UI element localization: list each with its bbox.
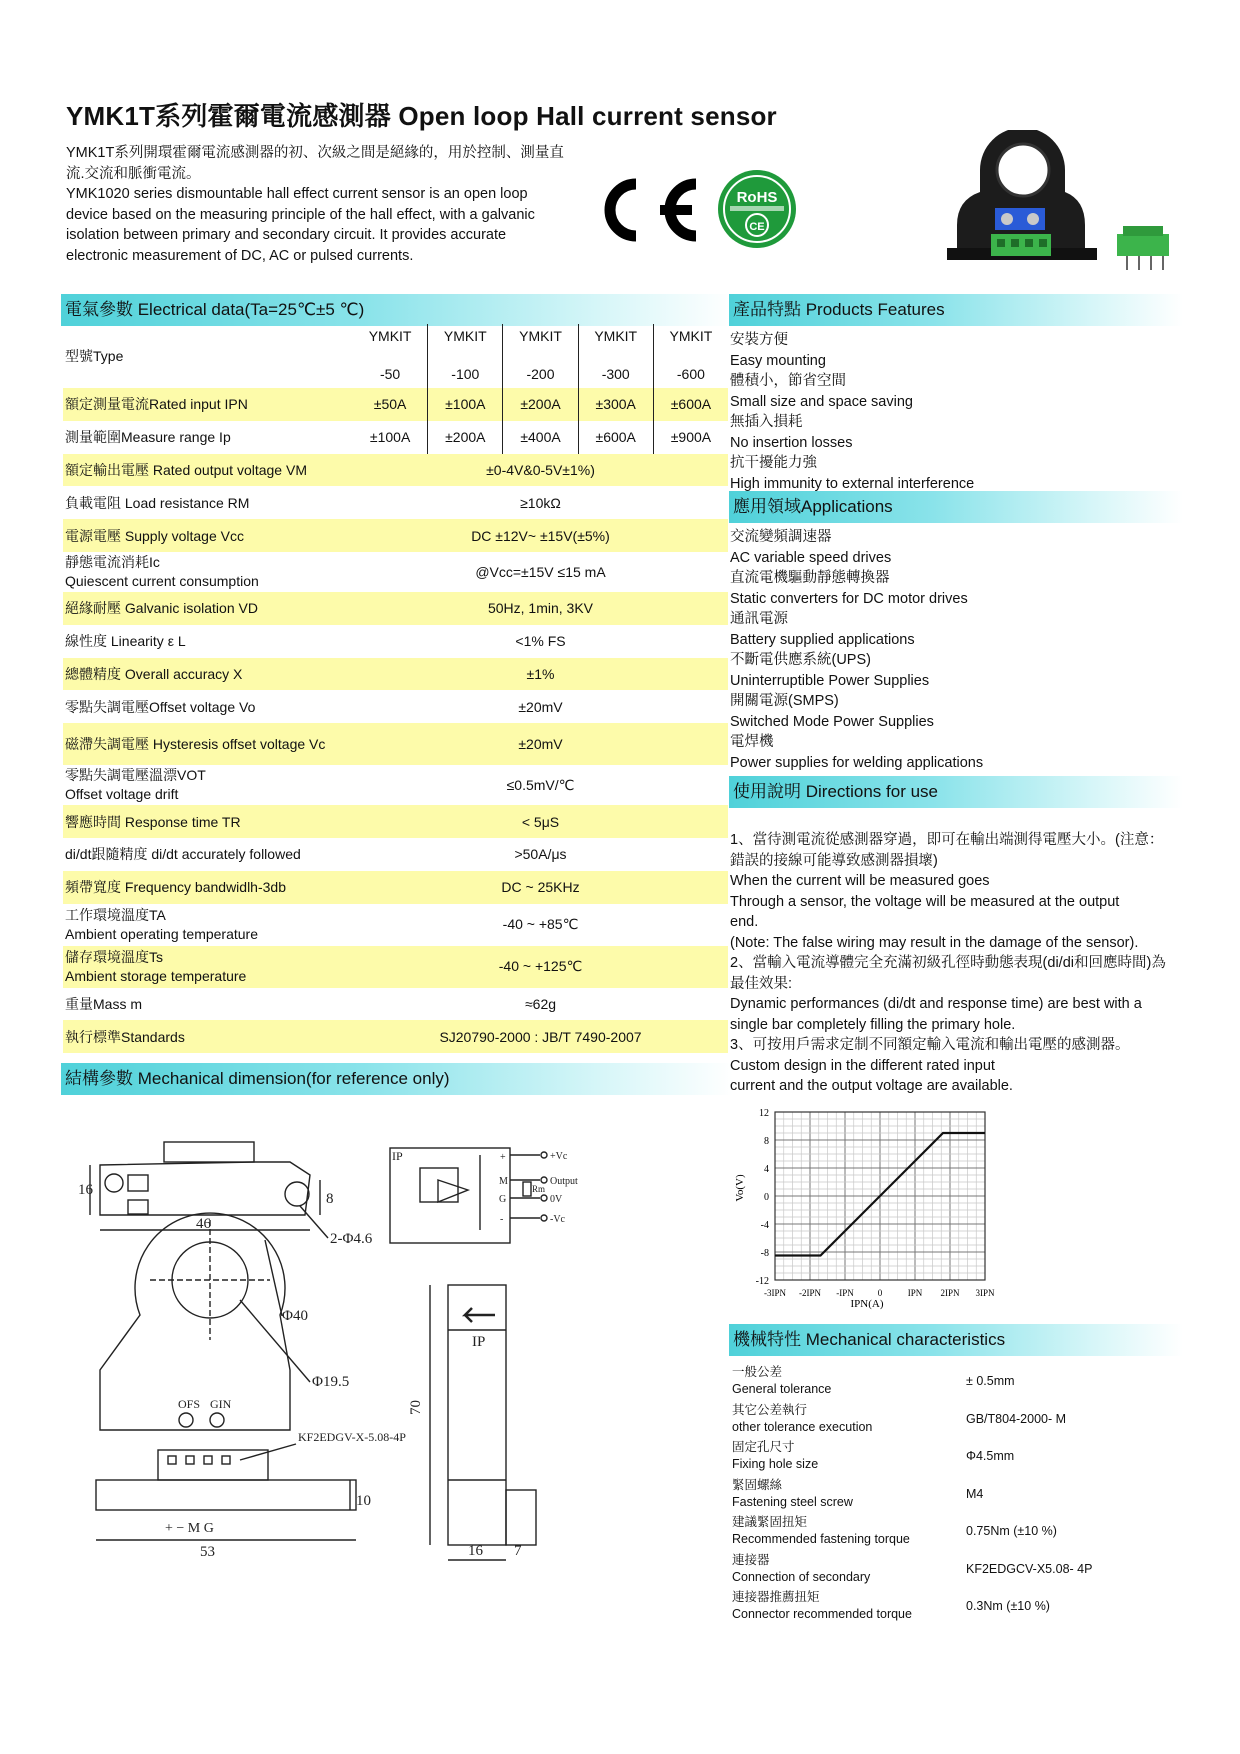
features-list [730,330,974,494]
direction-line: end. [730,914,759,930]
chart-y-tick-label: -12 [755,1276,769,1287]
application-line: Power supplies for welding applications [730,754,984,771]
row-label: di/dt跟隨精度 di/dt accurately followed [65,846,301,863]
intro-en-line: electronic measurement of DC, AC or pulsed currents. [66,247,414,264]
row-label-zh: 靜態電流消耗Ic [65,553,160,570]
chart-x-tick-label: -3IPN [764,1288,786,1298]
row-label-en: Ambient operating temperature [65,925,258,942]
table-row-hysteresis [63,723,728,765]
mech-label-zh: 固定孔尺寸 [732,1440,795,1454]
row-label: 總體精度 Overall accuracy X [65,665,243,682]
dim-10: 10 [356,1493,371,1509]
row-value: ±20mV [518,736,563,753]
model-bottom: -200 [526,366,555,382]
row-value: 50Hz, 1min, 3KV [487,600,594,617]
row-label-zh: 儲存環境溫度Ts [65,948,163,965]
row-value: ≈62g [524,995,557,1012]
row-label [65,904,258,946]
row-label: 絕緣耐壓 Galvanic isolation VD [65,600,258,617]
mechanical-drawing [60,1120,620,1600]
table-row-didt [63,838,728,871]
row-value: ±0-4V&0-5V±1%) [486,461,595,478]
connector-label: KF2EDGV-X-5.08-4P [298,1430,406,1444]
row-label-en: Quiescent current consumption [65,572,259,589]
table-row-vm [63,454,728,487]
model-cell [578,324,653,388]
dim-16: 16 [78,1182,93,1198]
row-label: 負載電阻 Load resistance RM [65,494,250,511]
row-label [65,946,246,988]
row-value: DC ±12V~ ±15V(±5%) [471,527,610,544]
row-label: 零點失調電壓Offset voltage Vo [65,698,256,715]
mech-value: 0.3Nm (±10 %) [966,1599,1050,1613]
feature-line: 抗干擾能力強 [730,455,817,471]
application-line: 交流變頻調速器 [730,529,832,545]
schematic-0v: 0V [550,1194,563,1205]
chart-x-axis-label: IPN(A) [850,1298,884,1310]
row-value: >50A/μs [514,846,567,863]
table-row-ta [63,904,728,946]
application-line: Static converters for DC motor drives [730,590,968,607]
chart-y-tick-label: -8 [760,1248,769,1259]
cell: ±600A [578,421,653,454]
row-label: 線性度 Linearity ε L [65,633,186,650]
chart-y-axis-label: Vo(V) [734,1174,746,1202]
model-bottom: -600 [676,366,705,382]
direction-line: 2、當輸入電流導體完全充滿初級孔徑時動態表現(di/di和回應時間)為 [730,955,1166,971]
mech-label-en: Connection of secondary [732,1569,871,1584]
row-label: 額定測量電流Rated input IPN [65,396,248,413]
cell: ±300A [578,388,653,421]
mech-label-en: other tolerance execution [732,1419,873,1434]
chart-y-tick-label: 12 [759,1108,769,1119]
row-label: 測量範圍Measure range Ip [65,429,231,446]
schematic-nvc: -Vc [550,1214,565,1225]
schematic-minus: - [500,1214,504,1225]
mech-label-zh: 連接器 [732,1552,770,1567]
electrical-data-header: 電氣參數 Electrical data(Ta=25℃±5 ℃) [61,294,733,326]
mech-value: 0.75Nm (±10 %) [966,1524,1057,1538]
row-value: DC ~ 25KHz [501,879,580,896]
chart-x-tick-label: -IPN [836,1288,854,1298]
table-row-ts [63,946,728,988]
intro-en-line: device based on the measuring principle of the hall effect, with a galvanic [66,206,535,223]
table-row-vot [63,765,728,805]
table-row-rm [63,486,728,519]
mechanical-characteristics-list [730,1362,1170,1625]
row-label: 額定輸出電壓 Rated output voltage VM [65,461,307,478]
chart-x-tick-label: -2IPN [799,1288,821,1298]
mech-label-zh: 緊固螺絲 [732,1477,783,1492]
cell: ±200A [427,421,502,454]
model-top: YMKIT [368,328,412,344]
mech-label-zh: 建議緊固扭矩 [732,1515,808,1529]
intro-en-line: isolation between primary and secondary circuit. It provides accurate [66,227,507,243]
dim-7: 7 [514,1543,522,1559]
chart-x-tick-label: 3IPN [975,1288,995,1298]
row-value: ±20mV [518,698,563,715]
row-label-en: Ambient storage temperature [65,967,247,984]
direction-line: current and the output voltage are available. [730,1078,1013,1094]
schematic-ip: IP [392,1149,403,1163]
row-label: 頻帶寬度 Frequency bandwidlh-3db [65,879,286,896]
application-line: 電焊機 [730,734,774,750]
row-label: 電源電壓 Supply voltage Vcc [65,527,244,544]
table-row-offset [63,690,728,723]
cell: ±100A [369,429,411,446]
mech-value: GB/T804-2000- M [966,1411,1067,1426]
mech-row [730,1437,1170,1475]
direction-line: Custom design in the different rated input [730,1057,995,1074]
row-label-zh: 工作環境溫度TA [65,906,166,923]
table-row-bandwidth [63,871,728,904]
electrical-data-table [63,324,728,1053]
applications-list [730,527,983,773]
intro-text [66,143,586,266]
intro-zh-line: YMK1T系列開環霍爾電流感測器的初、次級之間是絕緣的，用於控制、測量直 [66,145,564,161]
application-line: 直流電機驅動靜態轉換器 [730,570,890,586]
cell: ±900A [653,421,728,454]
label-ofs: OFS [178,1397,201,1411]
row-label: 響應時間 Response time TR [65,813,241,830]
chart-x-tick-label: IPN [907,1288,923,1298]
schematic-plus: + [500,1152,506,1163]
mech-label-en: Fastening steel screw [732,1494,853,1509]
dim-d19: Φ19.5 [312,1374,350,1390]
product-photo [945,130,1185,280]
model-cell [427,324,502,388]
direction-line: 最佳效果: [730,975,793,992]
ce-mark-logo [588,170,708,250]
model-top: YMKIT [443,328,487,344]
mech-label-en: Recommended fastening torque [732,1532,910,1546]
chart-x-tick-label: 2IPN [940,1288,960,1298]
application-line: 不斷電供應系統(UPS) [730,652,871,668]
chart-y-tick-label: 0 [764,1192,769,1203]
model-top: YMKIT [669,328,713,344]
mech-row [730,1550,1170,1588]
mech-label-en: Fixing hole size [732,1457,819,1471]
application-line: 通訊電源 [730,611,788,627]
mech-value: M4 [966,1486,984,1501]
table-row-ic [63,552,728,592]
feature-line: 安裝方便 [730,332,788,348]
feature-line: 無插入損耗 [730,414,803,430]
schematic-rm: Rm [532,1184,546,1194]
mechanical-characteristics-header: 機械特性 Mechanical characteristics [729,1324,1183,1356]
mechanical-dimension-header: 結構參數 Mechanical dimension(for reference only) [61,1063,733,1095]
chart-x-tick-label: 0 [877,1288,883,1298]
dim-53: 53 [200,1544,215,1560]
application-line: AC variable speed drives [730,549,892,566]
row-label [65,552,259,592]
table-row-vd [63,592,728,625]
row-label [65,765,206,805]
schematic-output: Output [550,1176,578,1187]
cell: ±100A [427,388,502,421]
mech-label-zh: 一般公差 [732,1365,783,1379]
mech-row [730,1587,1170,1625]
features-header: 產品特點 Products Features [729,294,1183,326]
row-label: 磁滯失調電壓 Hysteresis offset voltage Vc [65,736,326,753]
feature-line: 體積小，節省空間 [730,373,846,389]
model-bottom: -50 [379,366,401,382]
chart-y-tick-label: 4 [764,1164,769,1175]
mech-value: KF2EDGCV-X5.08- 4P [966,1561,1093,1576]
schematic-vc: +Vc [550,1151,568,1162]
side-ip-label: IP [472,1334,486,1350]
output-characteristic-chart [725,1100,1015,1310]
direction-line: Dynamic performances (di/dt and response time) are best with a [730,996,1142,1012]
table-row-response [63,805,728,838]
chart-y-tick-label: -4 [760,1220,769,1231]
cell: ±600A [653,388,728,421]
direction-line: 1、當待測電流從感測器穿過，即可在輸出端測得電壓大小。(注意： [730,832,1164,848]
row-value: < 5μS [521,813,560,830]
model-bottom: -300 [601,366,630,382]
schematic-m: M [499,1176,508,1187]
dim-70: 70 [408,1400,424,1415]
directions-header: 使用說明 Directions for use [729,776,1183,808]
intro-zh-line: 流.交流和脈衝電流。 [66,165,201,182]
cell: ±400A [502,421,577,454]
rohs-logo [716,168,798,250]
intro-en-line: YMK1020 series dismountable hall effect current sensor is an open loop [66,186,528,202]
direction-line: (Note: The false wiring may result in the damage of the sensor). [730,934,1139,951]
application-line: 開關電源(SMPS) [730,693,839,709]
feature-line: High immunity to external interference [730,475,975,492]
chart-y-tick-label: 8 [764,1136,769,1147]
pin-labels: + − M G [165,1521,214,1536]
dim-d40: Φ40 [282,1308,308,1324]
schematic-g: G [499,1194,507,1205]
table-row-accuracy [63,658,728,691]
row-label: 重量Mass m [65,995,142,1012]
application-line: Uninterruptible Power Supplies [730,672,930,689]
row-value: SJ20790-2000 : JB/T 7490-2007 [439,1028,642,1045]
row-value: <1% FS [515,633,566,650]
direction-line: 錯誤的接線可能導致感測器損壞) [730,852,938,869]
table-row-vcc [63,519,728,552]
row-value: -40 ~ +125℃ [498,958,583,975]
svg-text:RoHS: RoHS [736,189,778,206]
direction-line: single bar completely filling the primary hole. [730,1016,1016,1033]
row-value: ±1% [526,665,555,682]
mech-row [730,1400,1170,1438]
model-cell [353,324,427,388]
table-row-ipn [63,388,728,421]
mech-label-en: General tolerance [732,1382,832,1396]
row-value: ≤0.5mV/℃ [506,776,575,793]
page-title: YMK1T系列霍爾電流感測器 Open loop Hall current sensor [66,101,777,131]
cell: ±50A [373,396,407,413]
cell: ±200A [502,388,577,421]
application-line: Switched Mode Power Supplies [730,713,934,730]
model-cell [502,324,577,388]
table-row-mass [63,988,728,1021]
mech-label-en: Connector recommended torque [732,1607,912,1621]
mech-label-zh: 連接器推薦扭矩 [732,1590,820,1604]
mech-row [730,1475,1170,1513]
model-bottom: -100 [451,366,480,382]
dim-8: 8 [326,1191,334,1207]
directions-text [730,830,1178,1097]
model-cell [653,324,728,388]
row-label: 執行標準Standards [65,1028,185,1045]
row-value: @Vcc=±15V ≤15 mA [475,563,606,580]
direction-line: When the current will be measured goes [730,873,990,889]
direction-line: Through a sensor, the voltage will be measured at the output [730,893,1120,910]
mech-row [730,1362,1170,1400]
model-top: YMKIT [594,328,638,344]
model-top: YMKIT [519,328,562,344]
dim-16b: 16 [468,1543,483,1559]
direction-line: 3、可按用戶需求定制不同額定輸入電流和輸出電壓的感測器。 [730,1037,1130,1053]
row-value: ≥10kΩ [520,494,561,511]
table-row-ip [63,421,728,454]
feature-line: Small size and space saving [730,393,913,410]
svg-text:CE: CE [749,221,765,233]
application-line: Battery supplied applications [730,631,915,648]
table-row-linearity [63,625,728,658]
mech-value: Φ4.5mm [966,1449,1015,1463]
applications-header: 應用領域Applications [729,491,1183,523]
feature-line: Easy mounting [730,352,826,369]
mech-value: ± 0.5mm [966,1374,1015,1388]
mech-row [730,1512,1170,1550]
row-label-zh: 零點失調電壓溫漂VOT [65,767,206,784]
row-label-en: Offset voltage drift [65,786,179,803]
type-label: 型號Type [65,348,124,364]
dim-46: 46 [196,1216,211,1232]
table-row-type [63,324,728,388]
row-value: -40 ~ +85℃ [502,916,579,933]
table-row-standards [63,1020,728,1053]
label-gin: GIN [210,1397,232,1411]
feature-line: No insertion losses [730,434,853,451]
dim-hole: 2-Φ4.6 [330,1231,373,1247]
mech-label-zh: 其它公差執行 [732,1402,808,1417]
